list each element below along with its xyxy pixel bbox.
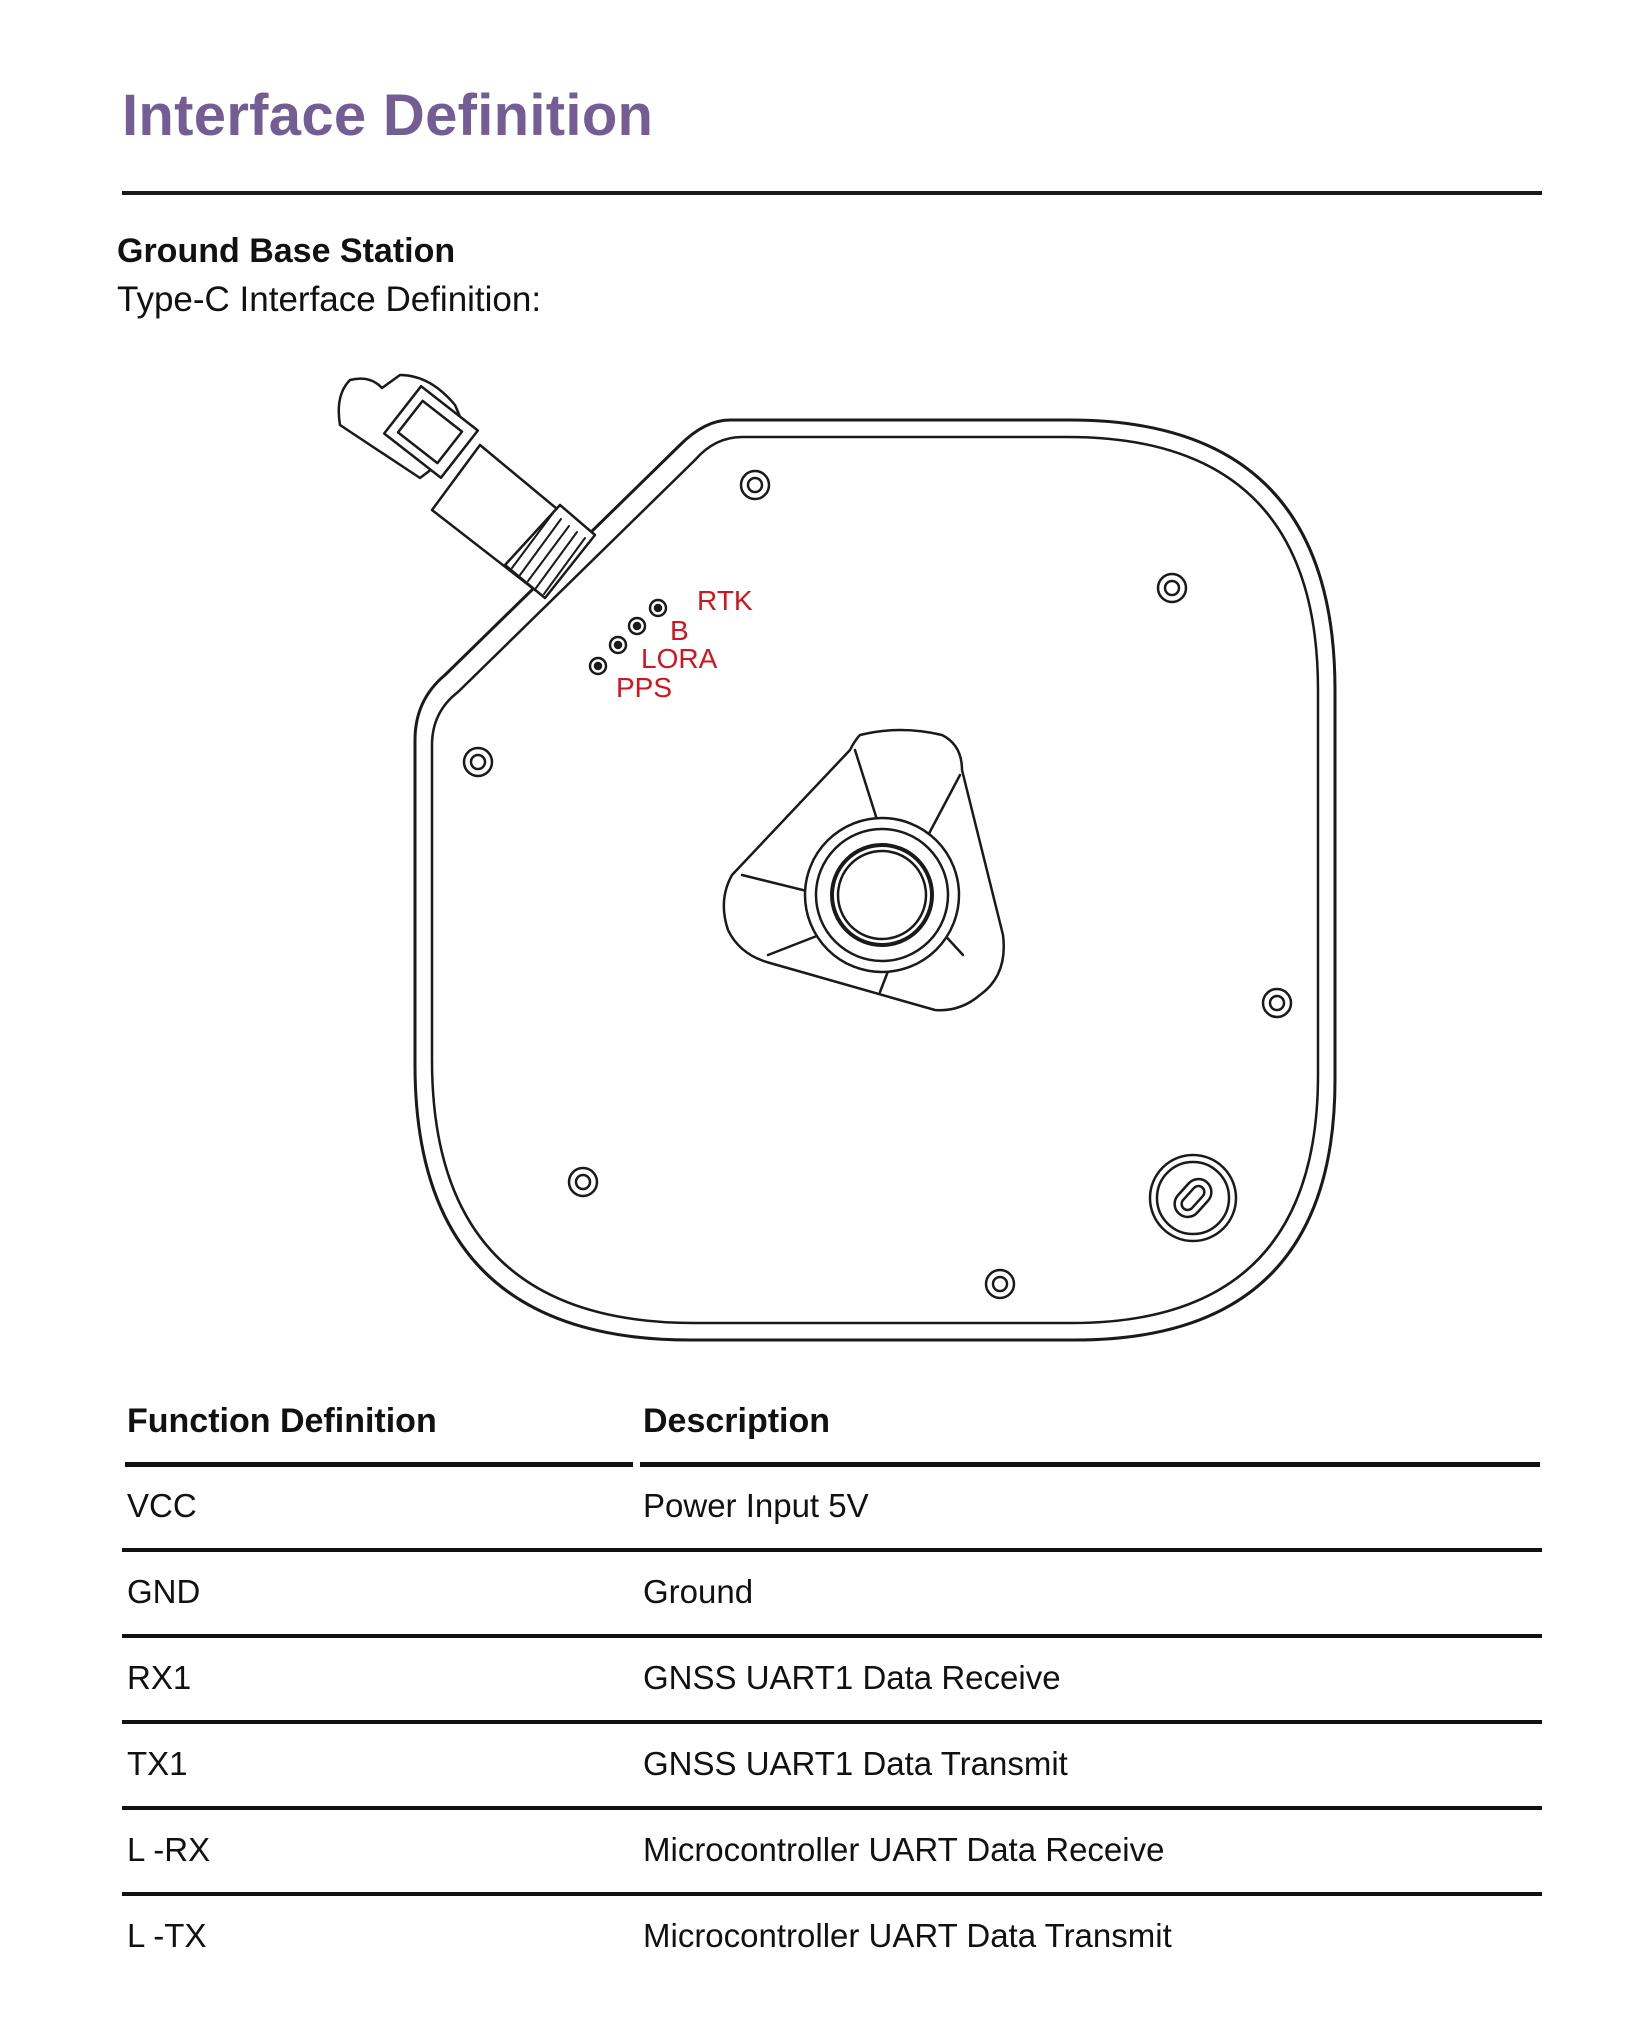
table-header-rule (640, 1462, 1540, 1467)
led-label-rtk: RTK (697, 585, 753, 616)
led-label-pps: PPS (616, 672, 673, 703)
table-cell-function: RX1 (127, 1659, 192, 1696)
table-cell-description: Power Input 5V (643, 1487, 869, 1524)
table-cell-description: Microcontroller UART Data Receive (643, 1831, 1165, 1868)
table-cell-function: L -RX (127, 1831, 211, 1868)
antenna-connector (339, 375, 595, 598)
section-heading: Ground Base Station (117, 232, 456, 270)
page-title: Interface Definition (122, 83, 654, 148)
table-row-rule (122, 1892, 1542, 1896)
section-subheading: Type-C Interface Definition: (117, 280, 542, 319)
table-cell-description: GNSS UART1 Data Receive (643, 1659, 1061, 1696)
table-row-rule (122, 1720, 1542, 1724)
table-header-rule (125, 1462, 633, 1467)
table-cell-function: VCC (127, 1487, 197, 1524)
base-station-diagram (0, 340, 1649, 1360)
led-label-b: B (670, 615, 689, 646)
table-cell-description: Ground (643, 1573, 754, 1610)
title-divider (122, 191, 1542, 195)
table-cell-function: L -TX (127, 1917, 207, 1954)
table-row-rule (122, 1806, 1542, 1810)
center-mount (724, 730, 1004, 1010)
type-c-port (1150, 1155, 1236, 1241)
table-cell-function: TX1 (127, 1745, 188, 1782)
table-header-description: Description (643, 1402, 831, 1440)
table-row-rule (122, 1548, 1542, 1552)
table-header-function: Function Definition (127, 1402, 437, 1440)
table-row-rule (122, 1634, 1542, 1638)
led-labels (616, 585, 753, 703)
led-label-lora: LORA (641, 643, 718, 674)
table-cell-description: Microcontroller UART Data Transmit (643, 1917, 1172, 1954)
table-cell-function: GND (127, 1573, 201, 1610)
table-cell-description: GNSS UART1 Data Transmit (643, 1745, 1068, 1782)
